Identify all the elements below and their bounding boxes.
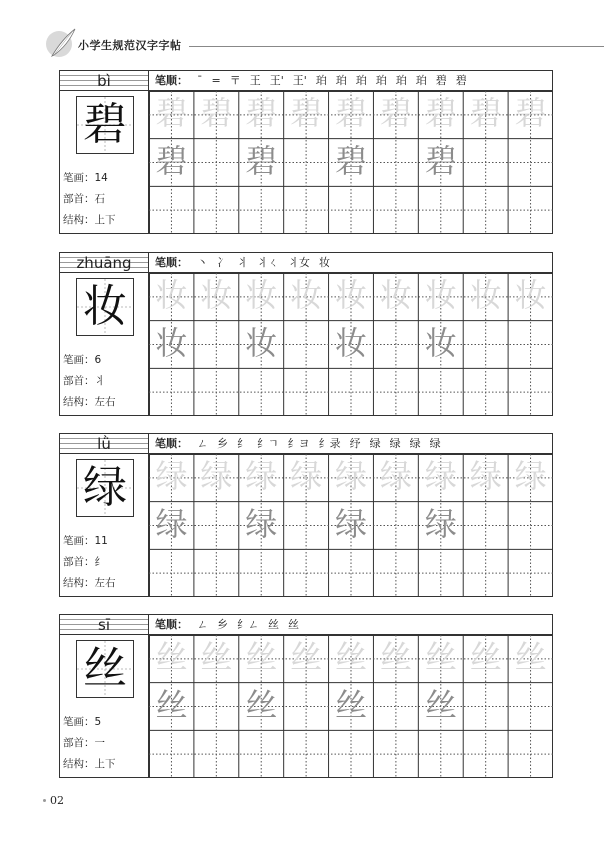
practice-grid bbox=[149, 454, 553, 597]
stroke-count-row bbox=[63, 714, 101, 729]
writing-cell[interactable] bbox=[329, 186, 374, 234]
trace-character: 碧 bbox=[200, 94, 233, 132]
stroke-sequence bbox=[188, 437, 441, 450]
trace-character: 碧 bbox=[469, 94, 502, 132]
writing-cell[interactable] bbox=[508, 139, 553, 187]
structure-value: 上下 bbox=[94, 758, 116, 770]
guide-character: 碧 bbox=[335, 141, 368, 180]
writing-cell[interactable] bbox=[284, 368, 329, 416]
book-title: 小学生规范汉字字帖 bbox=[78, 39, 182, 52]
trace-character: 碧 bbox=[335, 94, 368, 132]
stroke-step: 纟ㄱ bbox=[257, 437, 279, 450]
stroke-count-row bbox=[63, 533, 108, 548]
stroke-step: 绿 bbox=[389, 437, 401, 450]
radical-label: 部首： bbox=[63, 375, 95, 387]
writing-cell[interactable] bbox=[149, 730, 194, 778]
guide-character: 丝 bbox=[245, 685, 278, 724]
writing-cell[interactable] bbox=[194, 186, 239, 234]
writing-cell[interactable] bbox=[463, 186, 508, 234]
trace-character: 丝 bbox=[245, 638, 278, 676]
stroke-step: 丬ㄑ bbox=[257, 256, 279, 269]
radical-value: 纟 bbox=[94, 556, 105, 568]
model-character-box bbox=[76, 459, 134, 517]
guide-character: 妆 bbox=[155, 323, 188, 362]
radical-value: 石 bbox=[94, 193, 105, 205]
stroke-step: 王' bbox=[292, 74, 307, 87]
writing-cell[interactable] bbox=[284, 683, 329, 731]
stroke-step: 妆 bbox=[319, 256, 330, 269]
structure-label: 结构： bbox=[63, 214, 95, 226]
stroke-count-value: 5 bbox=[94, 716, 102, 728]
trace-character: 绿 bbox=[200, 457, 233, 495]
trace-character: 丝 bbox=[514, 638, 547, 676]
stroke-order-label: 笔顺： bbox=[155, 74, 188, 87]
structure-value: 上下 bbox=[94, 214, 116, 226]
trace-character: 碧 bbox=[514, 94, 547, 132]
writing-cell[interactable] bbox=[284, 139, 329, 187]
writing-cell[interactable] bbox=[418, 730, 463, 778]
pinyin-text: bì bbox=[97, 72, 111, 90]
writing-cell[interactable] bbox=[149, 549, 194, 597]
stroke-count-label: 笔画： bbox=[63, 354, 95, 366]
writing-cell[interactable] bbox=[239, 549, 284, 597]
stroke-order-row bbox=[149, 614, 553, 635]
writing-cell[interactable] bbox=[239, 730, 284, 778]
structure-label: 结构： bbox=[63, 577, 95, 589]
stroke-step: 绿 bbox=[409, 437, 421, 450]
structure-value: 左右 bbox=[94, 577, 116, 589]
page-dot bbox=[43, 799, 46, 802]
pinyin-text: zhuāng bbox=[76, 254, 132, 272]
stroke-step: 珀 bbox=[415, 74, 427, 87]
writing-cell[interactable] bbox=[284, 502, 329, 550]
model-character-box bbox=[76, 278, 134, 336]
stroke-step: 碧 bbox=[455, 74, 467, 87]
structure-label: 结构： bbox=[63, 396, 95, 408]
writing-cell[interactable] bbox=[194, 139, 239, 187]
trace-character: 妆 bbox=[335, 276, 368, 314]
model-character-box bbox=[76, 640, 134, 698]
character-info-panel bbox=[59, 635, 149, 778]
writing-cell[interactable] bbox=[373, 502, 418, 550]
stroke-step: 冫 bbox=[217, 256, 228, 269]
stroke-step: 纾 bbox=[349, 437, 361, 450]
writing-cell[interactable] bbox=[508, 502, 553, 550]
writing-cell[interactable] bbox=[508, 186, 553, 234]
trace-character: 丝 bbox=[155, 638, 188, 676]
stroke-step: 纟ㄥ bbox=[237, 618, 259, 631]
page-number: 02 bbox=[50, 794, 64, 807]
practice-grid bbox=[149, 635, 553, 778]
writing-cell[interactable] bbox=[329, 730, 374, 778]
writing-cell[interactable] bbox=[373, 549, 418, 597]
trace-character: 绿 bbox=[514, 457, 547, 495]
writing-cell[interactable] bbox=[373, 368, 418, 416]
guide-character: 丝 bbox=[335, 685, 368, 724]
stroke-step: 丶 bbox=[197, 256, 208, 269]
structure-row bbox=[63, 212, 116, 227]
trace-character: 碧 bbox=[379, 94, 412, 132]
guide-character: 丝 bbox=[424, 685, 457, 724]
trace-character: 绿 bbox=[424, 457, 457, 495]
trace-character: 绿 bbox=[290, 457, 323, 495]
stroke-order-label: 笔顺： bbox=[155, 618, 188, 631]
quill-pen-icon bbox=[44, 26, 78, 60]
stroke-step: ˉ bbox=[197, 74, 203, 87]
practice-grid bbox=[149, 273, 553, 416]
stroke-step: 乡 bbox=[217, 437, 228, 450]
trace-character: 绿 bbox=[379, 457, 412, 495]
trace-character: 绿 bbox=[155, 457, 188, 495]
pinyin-text: lǜ bbox=[97, 435, 111, 453]
stroke-step: 珀 bbox=[315, 74, 327, 87]
guide-character: 绿 bbox=[424, 504, 457, 543]
pinyin-box bbox=[59, 433, 149, 454]
trace-character: 妆 bbox=[290, 276, 323, 314]
pinyin-box bbox=[59, 70, 149, 91]
character-practice-block bbox=[59, 70, 553, 234]
pinyin-box bbox=[59, 252, 149, 273]
writing-cell[interactable] bbox=[284, 321, 329, 369]
radical-row bbox=[63, 373, 105, 388]
radical-value: 丬 bbox=[94, 375, 105, 387]
guide-character: 碧 bbox=[424, 141, 457, 180]
guide-character: 妆 bbox=[335, 323, 368, 362]
writing-cell[interactable] bbox=[463, 321, 508, 369]
trace-character: 碧 bbox=[424, 94, 457, 132]
guide-character: 妆 bbox=[245, 323, 278, 362]
stroke-sequence bbox=[188, 618, 299, 631]
writing-cell[interactable] bbox=[329, 368, 374, 416]
trace-character: 绿 bbox=[335, 457, 368, 495]
character-info-panel bbox=[59, 91, 149, 234]
stroke-order-label: 笔顺： bbox=[155, 437, 188, 450]
guide-character: 碧 bbox=[245, 141, 278, 180]
stroke-count-value: 6 bbox=[94, 354, 102, 366]
writing-cell[interactable] bbox=[239, 186, 284, 234]
radical-row bbox=[63, 735, 105, 750]
trace-character: 碧 bbox=[245, 94, 278, 132]
stroke-step: 王' bbox=[269, 74, 284, 87]
writing-cell[interactable] bbox=[373, 730, 418, 778]
page-header bbox=[44, 26, 604, 60]
stroke-step: 〒 bbox=[229, 74, 241, 87]
stroke-count-value: 11 bbox=[94, 535, 108, 547]
writing-cell[interactable] bbox=[373, 186, 418, 234]
structure-row bbox=[63, 756, 116, 771]
stroke-step: 丬女 bbox=[288, 256, 310, 269]
trace-character: 妆 bbox=[514, 276, 547, 314]
stroke-order-row bbox=[149, 252, 553, 273]
writing-cell[interactable] bbox=[149, 186, 194, 234]
trace-character: 丝 bbox=[200, 638, 233, 676]
writing-cell[interactable] bbox=[418, 186, 463, 234]
writing-cell[interactable] bbox=[508, 321, 553, 369]
trace-character: 碧 bbox=[155, 94, 188, 132]
writing-cell[interactable] bbox=[508, 549, 553, 597]
stroke-step: 丝 bbox=[268, 618, 279, 631]
model-character: 碧 bbox=[83, 99, 127, 150]
structure-value: 左右 bbox=[94, 396, 116, 408]
model-character: 妆 bbox=[83, 281, 127, 332]
character-practice-block bbox=[59, 252, 553, 416]
stroke-step: 珀 bbox=[375, 74, 387, 87]
trace-character: 丝 bbox=[469, 638, 502, 676]
radical-value: 一 bbox=[94, 737, 105, 749]
stroke-step: 绿 bbox=[369, 437, 381, 450]
character-info-panel bbox=[59, 454, 149, 597]
stroke-step: ㄥ bbox=[197, 437, 208, 450]
writing-cell[interactable] bbox=[418, 549, 463, 597]
character-info-panel bbox=[59, 273, 149, 416]
model-character: 绿 bbox=[83, 462, 127, 513]
stroke-step: 乡 bbox=[217, 618, 228, 631]
stroke-step: ㄥ bbox=[197, 618, 208, 631]
writing-cell[interactable] bbox=[329, 549, 374, 597]
stroke-count-label: 笔画： bbox=[63, 172, 95, 184]
writing-cell[interactable] bbox=[194, 321, 239, 369]
writing-cell[interactable] bbox=[508, 683, 553, 731]
stroke-count-value: 14 bbox=[94, 172, 108, 184]
trace-character: 丝 bbox=[290, 638, 323, 676]
pinyin-box bbox=[59, 614, 149, 635]
guide-character: 妆 bbox=[424, 323, 457, 362]
header-rule bbox=[189, 46, 604, 47]
writing-cell[interactable] bbox=[463, 139, 508, 187]
trace-character: 丝 bbox=[335, 638, 368, 676]
writing-cell[interactable] bbox=[418, 368, 463, 416]
trace-character: 妆 bbox=[379, 276, 412, 314]
writing-cell[interactable] bbox=[508, 730, 553, 778]
stroke-step: 丝 bbox=[288, 618, 299, 631]
writing-cell[interactable] bbox=[239, 368, 284, 416]
writing-cell[interactable] bbox=[284, 549, 329, 597]
guide-character: 绿 bbox=[335, 504, 368, 543]
radical-label: 部首： bbox=[63, 556, 95, 568]
trace-character: 碧 bbox=[290, 94, 323, 132]
character-practice-block bbox=[59, 433, 553, 597]
writing-cell[interactable] bbox=[508, 368, 553, 416]
writing-cell[interactable] bbox=[284, 186, 329, 234]
structure-row bbox=[63, 575, 116, 590]
stroke-step: 珀 bbox=[335, 74, 347, 87]
trace-character: 丝 bbox=[379, 638, 412, 676]
stroke-order-label: 笔顺： bbox=[155, 256, 188, 269]
stroke-sequence bbox=[188, 256, 330, 269]
guide-character: 绿 bbox=[245, 504, 278, 543]
stroke-order-row bbox=[149, 70, 553, 91]
writing-cell[interactable] bbox=[149, 368, 194, 416]
writing-cell[interactable] bbox=[284, 730, 329, 778]
structure-label: 结构： bbox=[63, 758, 95, 770]
trace-character: 妆 bbox=[200, 276, 233, 314]
structure-row bbox=[63, 394, 116, 409]
writing-cell[interactable] bbox=[373, 139, 418, 187]
trace-character: 绿 bbox=[245, 457, 278, 495]
practice-grid bbox=[149, 91, 553, 234]
model-character: 丝 bbox=[83, 643, 127, 694]
writing-cell[interactable] bbox=[463, 368, 508, 416]
stroke-step: 珀 bbox=[395, 74, 407, 87]
trace-character: 妆 bbox=[245, 276, 278, 314]
stroke-step: 纟 bbox=[237, 437, 248, 450]
stroke-count-row bbox=[63, 170, 108, 185]
stroke-step: 碧 bbox=[435, 74, 447, 87]
stroke-step: 绿 bbox=[429, 437, 441, 450]
stroke-step: 珀 bbox=[355, 74, 367, 87]
radical-row bbox=[63, 554, 105, 569]
stroke-order-row bbox=[149, 433, 553, 454]
pinyin-text: sī bbox=[98, 616, 110, 634]
trace-character: 妆 bbox=[469, 276, 502, 314]
stroke-step: = bbox=[211, 74, 221, 87]
guide-character: 绿 bbox=[155, 504, 188, 543]
radical-label: 部首： bbox=[63, 737, 95, 749]
writing-cell[interactable] bbox=[373, 321, 418, 369]
writing-cell[interactable] bbox=[194, 549, 239, 597]
stroke-step: 纟录 bbox=[318, 437, 341, 450]
character-practice-block bbox=[59, 614, 553, 778]
writing-cell[interactable] bbox=[463, 549, 508, 597]
stroke-step: 纟ヨ bbox=[287, 437, 310, 450]
writing-cell[interactable] bbox=[194, 502, 239, 550]
guide-character: 碧 bbox=[155, 141, 188, 180]
writing-cell[interactable] bbox=[194, 683, 239, 731]
trace-character: 丝 bbox=[424, 638, 457, 676]
writing-cell[interactable] bbox=[463, 683, 508, 731]
writing-cell[interactable] bbox=[194, 730, 239, 778]
stroke-sequence bbox=[188, 74, 467, 87]
writing-cell[interactable] bbox=[373, 683, 418, 731]
radical-row bbox=[63, 191, 105, 206]
trace-character: 绿 bbox=[469, 457, 502, 495]
writing-cell[interactable] bbox=[463, 502, 508, 550]
stroke-step: 丬 bbox=[237, 256, 248, 269]
stroke-count-label: 笔画： bbox=[63, 535, 95, 547]
model-character-box bbox=[76, 96, 134, 154]
stroke-step: 王 bbox=[249, 74, 261, 87]
writing-cell[interactable] bbox=[194, 368, 239, 416]
stroke-count-label: 笔画： bbox=[63, 716, 95, 728]
trace-character: 妆 bbox=[155, 276, 188, 314]
radical-label: 部首： bbox=[63, 193, 95, 205]
stroke-count-row bbox=[63, 352, 101, 367]
guide-character: 丝 bbox=[155, 685, 188, 724]
trace-character: 妆 bbox=[424, 276, 457, 314]
writing-cell[interactable] bbox=[463, 730, 508, 778]
